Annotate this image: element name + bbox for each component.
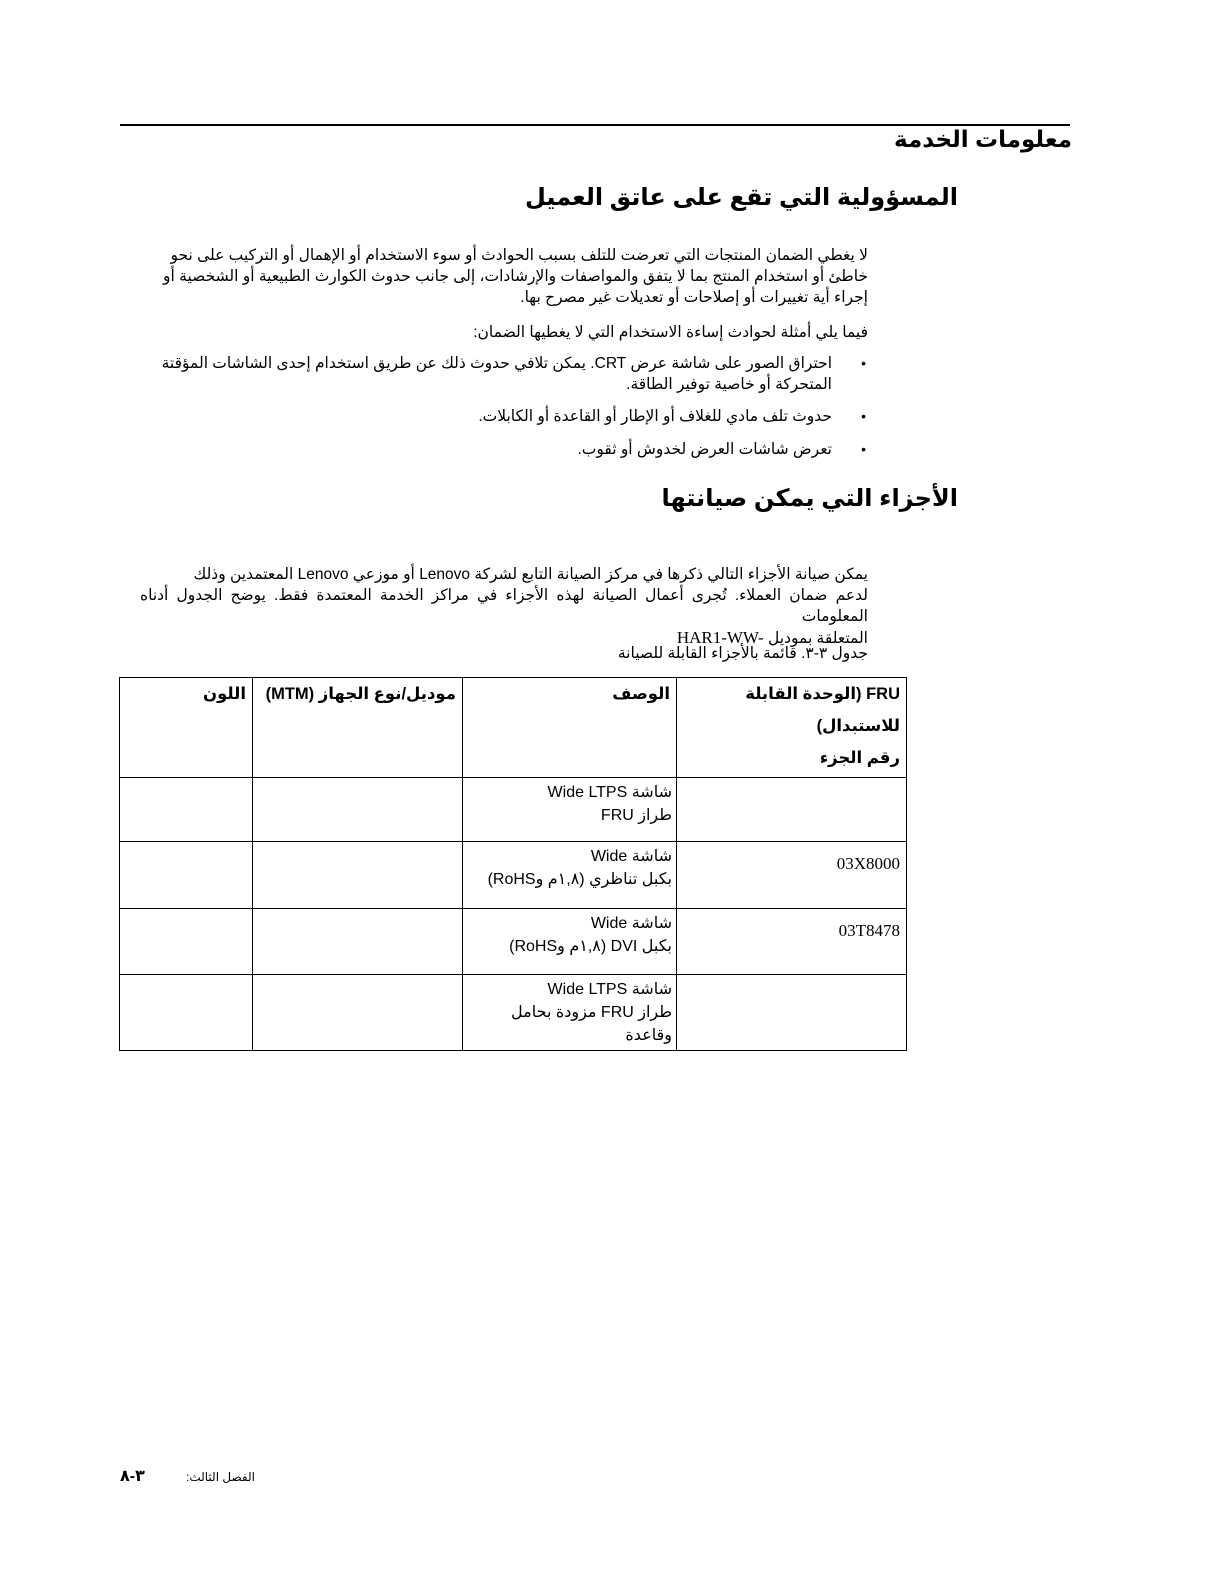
bullet-icon: • [861,408,866,424]
warranty-paragraph-line: إجراء أية تغييرات أو إصلاحات أو تعديلات غير مصرح بها. [520,289,868,306]
table-row [120,778,907,842]
parts-table [119,677,907,1051]
warranty-paragraph-line: خاطئ أو استخدام المنتج بما لا يتفق والمواصفات والإرشادات، إلى جانب حدوث الكوارث الطبيعية أو الشخصية أو [163,268,868,285]
table-row [120,842,907,909]
description-header: الوصف [463,678,677,778]
description-line: شاشة Wide LTPS [547,784,672,801]
description-line: بكبل تناظري (١,٨م وRoHS) [487,871,672,888]
misuse-intro: فيما يلي أمثلة لحوادث إساءة الاستخدام التي لا يغطيها الضمان: [473,324,868,341]
description-line: شاشة Wide [590,848,672,865]
list-item-line: حدوث تلف مادي للغلاف أو الإطار أو القاعدة أو الكابلات. [478,408,832,425]
description-line: طراز FRU [600,807,672,824]
warranty-paragraph [140,245,868,308]
parts-paragraph-line: يمكن صيانة الأجزاء التالي ذكرها في مركز الصيانة التابع لشركة Lenovo أو موزعي Lenovo المعتمدين وذلك [193,566,868,583]
fru-cell [677,778,907,842]
list-item [140,406,868,427]
fru-header-line1: FRU (الوحدة القابلة للاستبدال) [745,685,900,735]
color-cell [120,778,253,842]
parts-paragraph [140,564,868,649]
warranty-section-title: المسؤولية التي تقع على عاتق العميل [524,184,958,211]
parts-paragraph-line: لدعم ضمان العملاء. تُجرى أعمال الصيانة لهذه الأجزاء في مراكز الخدمة المعتمدة فقط. يوضح الجدول أدناه المعلومات [140,587,868,625]
table-row [120,975,907,1051]
model-cell [253,975,463,1051]
description-cell [463,909,677,975]
warranty-paragraph-line: لا يغطي الضمان المنتجات التي تعرضت للتلف بسبب الحوادث أو سوء الاستخدام أو الإهمال أو التركيب على نحو [170,247,868,264]
model-cell [253,909,463,975]
bullet-icon: • [861,441,866,457]
model-cell [253,842,463,909]
list-item-line: تعرض شاشات العرض لخدوش أو ثقوب. [577,441,832,458]
model-header: موديل/نوع الجهاز (MTM) [253,678,463,778]
description-cell [463,975,677,1051]
bullet-icon: • [861,355,866,371]
fru-cell: 03X8000 [677,842,907,909]
color-cell [120,909,253,975]
model-prefix: المتعلقة بموديل [768,630,868,647]
fru-header-line2: رقم الجزء [819,749,900,767]
footer-chapter-label: الفصل الثالث: [186,1470,255,1484]
description-line: طراز FRU مزودة بحامل وقاعدة [511,1004,672,1044]
table-caption: جدول ٣-٣. قائمة بالأجزاء القابلة للصيانة [617,645,868,662]
list-item [140,439,868,460]
list-item-line: احتراق الصور على شاشة عرض CRT. يمكن تلافي حدوث ذلك عن طريق استخدام إحدى الشاشات المؤقتة [161,355,832,372]
table-header-row [120,678,907,778]
color-cell [120,842,253,909]
fru-cell: 03T8478 [677,909,907,975]
list-item-line: المتحركة أو خاصية توفير الطاقة. [626,376,832,393]
description-line: شاشة Wide [590,915,672,932]
fru-header [677,678,907,778]
page-number: ٣-٨ [120,1468,145,1485]
parts-section-title: الأجزاء التي يمكن صيانتها [661,485,958,512]
table-row [120,909,907,975]
color-cell [120,975,253,1051]
list-item [140,353,868,395]
description-line: بكبل DVI (١,٨م وRoHS) [509,938,672,955]
description-cell [463,842,677,909]
misuse-list [140,353,868,460]
model-code: HAR1-WW- [676,628,764,647]
description-cell [463,778,677,842]
description-line: شاشة Wide LTPS [547,981,672,998]
chapter-title: معلومات الخدمة [894,126,1072,152]
model-cell [253,778,463,842]
color-header: اللون [120,678,253,778]
fru-cell [677,975,907,1051]
